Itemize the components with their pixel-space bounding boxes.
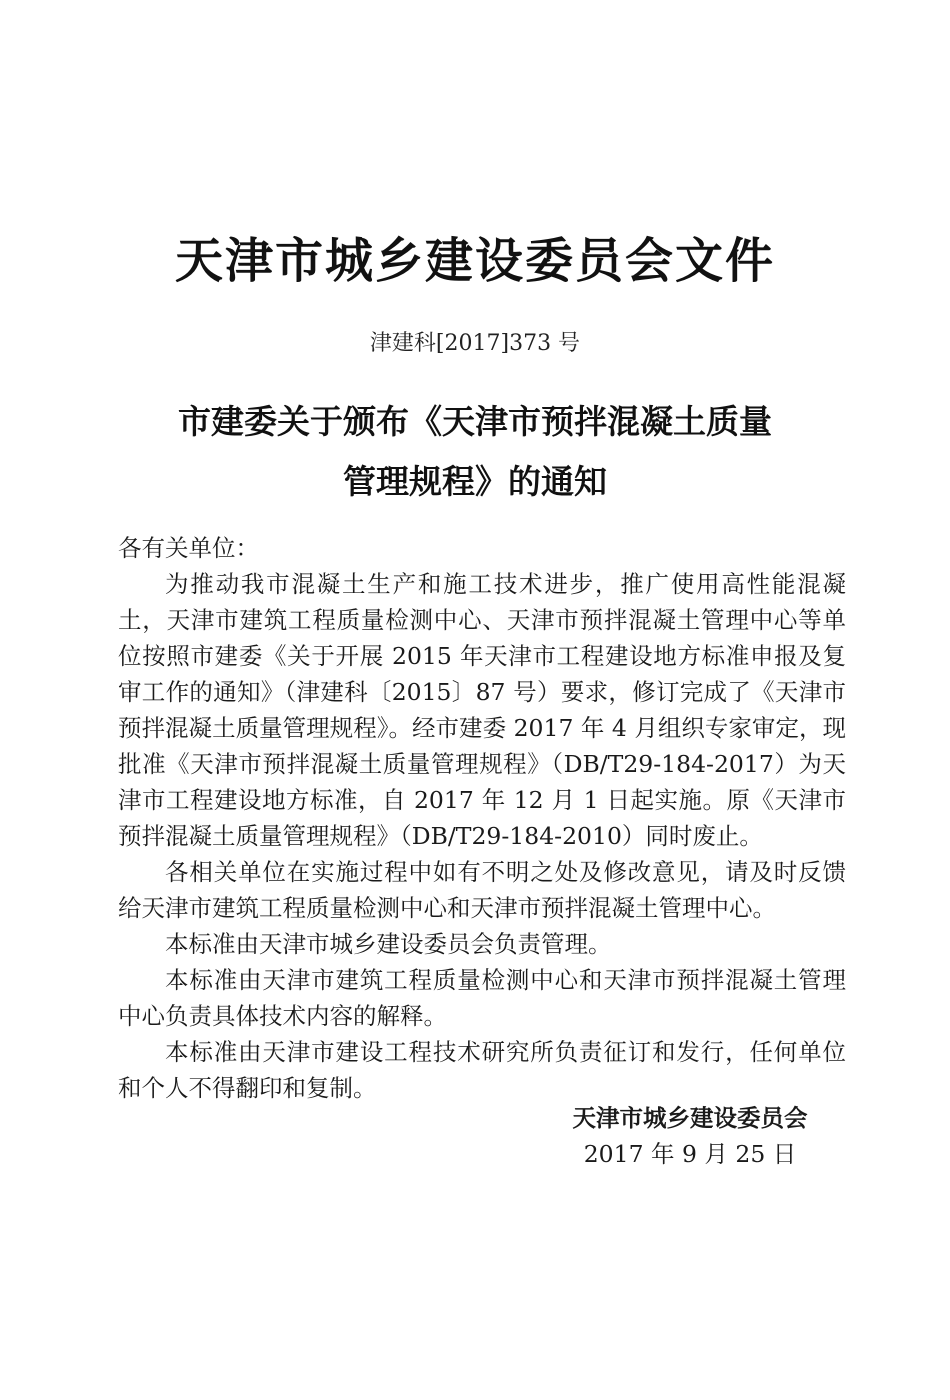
salutation: 各有关单位： (118, 534, 259, 562)
issuer-title: 天津市城乡建设委员会文件 (174, 233, 775, 289)
notice-body (118, 530, 846, 1106)
document-number: 津建科[2017]373 号 (369, 331, 581, 356)
signature-block (540, 1100, 840, 1172)
signing-date: 2017 年 9 月 25 日 (583, 1140, 797, 1168)
notice-title-line-2: 管理规程》的通知 (343, 462, 607, 501)
notice-title-line-1: 市建委关于颁布《天津市预拌混凝土质量 (178, 402, 772, 441)
body-paragraph: 本标准由天津市城乡建设委员会负责管理。 (165, 930, 612, 958)
notice-title (0, 392, 950, 512)
body-paragraph: 本标准由天津市建设工程技术研究所负责征订和发行，任何单位和个人不得翻印和复制。 (118, 1038, 846, 1102)
body-paragraph: 为推动我市混凝土生产和施工技术进步，推广使用高性能混凝土，天津市建筑工程质量检测中心、天津市预拌混凝土管理中心等单位按照市建委《关于开展 2015 年天津市工程建设地方标准申报及复审工作的通知》（津建科〔2015〕87 号）要求，修订完成了《天津市预拌混凝土质量管理规程》。经市建委 2017 年 4 月组织专家审定，现批准《天津市预拌混凝土质量管理规程》（DB/T29-184-2017）为天津市工程建设地方标准，自 2017 年 12 月 1 日起实施。原《天津市预拌混凝土质量管理规程》（DB/T29-184-2010）同时废止。 (118, 570, 846, 850)
body-paragraph: 本标准由天津市建筑工程质量检测中心和天津市预拌混凝土管理中心负责具体技术内容的解释。 (118, 966, 846, 1030)
body-paragraph: 各相关单位在实施过程中如有不明之处及修改意见，请及时反馈给天津市建筑工程质量检测中心和天津市预拌混凝土管理中心。 (118, 858, 846, 922)
signing-organization: 天津市城乡建设委员会 (572, 1104, 808, 1132)
